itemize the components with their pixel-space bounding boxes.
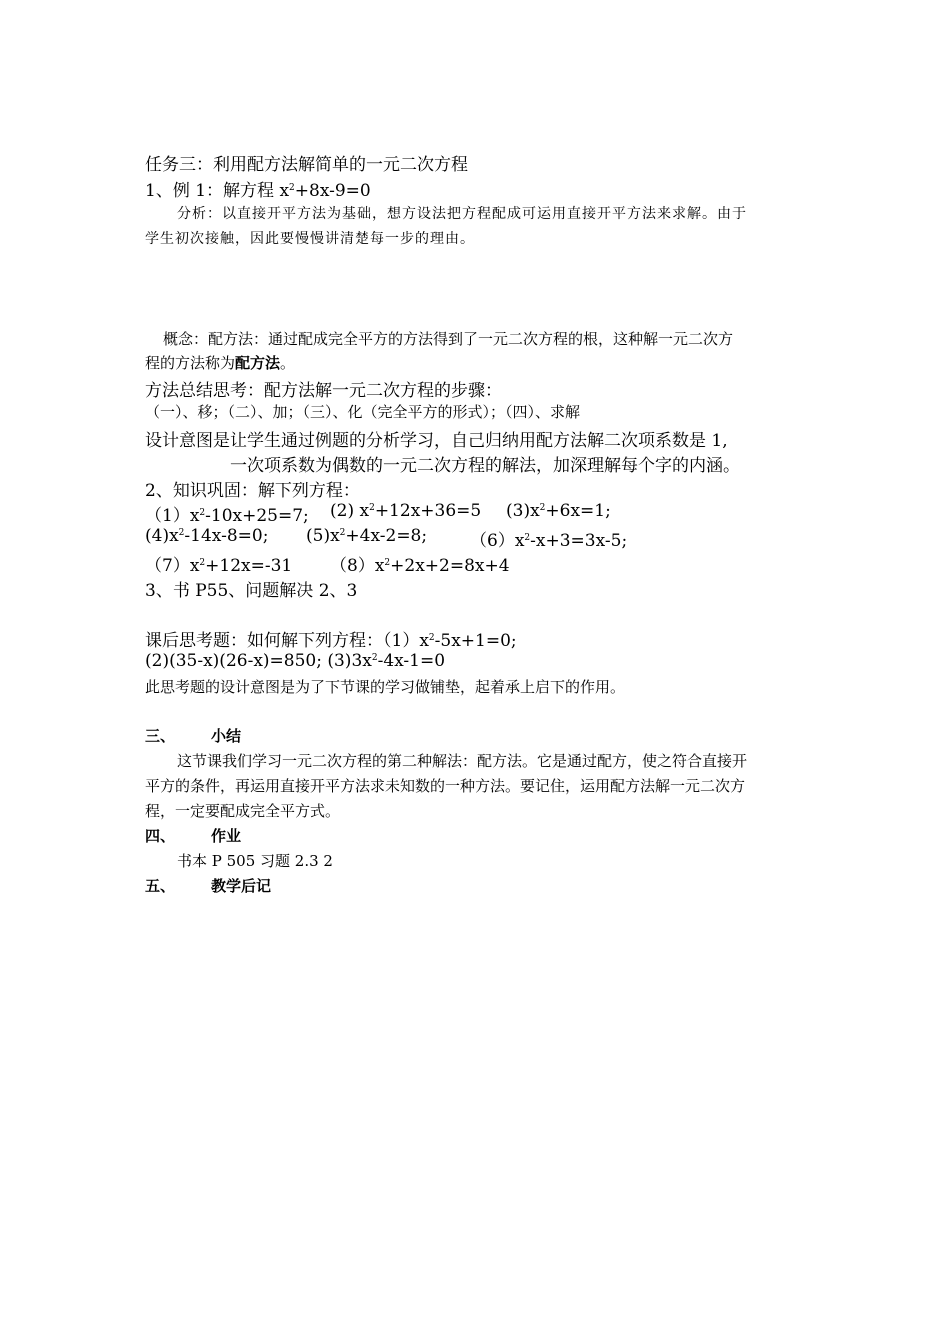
- concept-line-2-suffix: 。: [280, 354, 296, 372]
- section-title: 作业: [211, 827, 242, 845]
- section-number: 三、: [145, 727, 176, 745]
- design-line-2: 一次项系数为偶数的一元二次方程的解法，加深理解每个字的内涵。: [230, 456, 740, 476]
- eq-text: （8）x: [330, 556, 385, 576]
- equation-3: [506, 501, 611, 521]
- summary-line-3: 程，一定要配成完全平方式。: [145, 802, 341, 820]
- homework-heading: [145, 825, 241, 846]
- superscript: 2: [289, 183, 295, 193]
- eq-text: （6）x: [470, 531, 525, 551]
- summary-heading: [145, 725, 241, 746]
- method-title: 方法总结思考：配方法解一元二次方程的步骤：: [145, 381, 502, 401]
- eq-text: +6x=1;: [545, 501, 611, 521]
- concept-bold-term: 配方法: [235, 354, 281, 372]
- eq-text: +2x+2=8x+4: [390, 556, 510, 576]
- eq-text: (2) x: [330, 501, 370, 521]
- section-title: 教学后记: [211, 877, 272, 895]
- superscript: 2: [524, 533, 531, 543]
- concept-line-2-prefix: 程的方法称为: [145, 354, 236, 372]
- think-text: -4x-1=0: [377, 651, 446, 671]
- eq-text: (5)x: [306, 526, 340, 546]
- design-line-1: 设计意图是让学生通过例题的分析学习，自己归纳用配方法解二次项系数是 1,: [145, 431, 728, 451]
- section-number: 五、: [145, 877, 176, 895]
- superscript: 2: [199, 558, 206, 568]
- superscript: 2: [369, 503, 375, 513]
- section-number: 四、: [145, 827, 176, 845]
- superscript: 2: [178, 528, 185, 538]
- eq-text: +4x-2=8;: [345, 526, 428, 546]
- think-text: (2)(35-x)(26-x)=850; (3)3x: [145, 651, 372, 671]
- superscript: 2: [384, 558, 391, 568]
- eq-text: （7）x: [145, 556, 200, 576]
- example1-line: [145, 176, 371, 201]
- book-problems: 3、书 P55、问题解决 2、3: [145, 581, 358, 601]
- eq-text: （1）x: [145, 506, 200, 526]
- think-line-2: [145, 651, 445, 671]
- equation-4: [145, 526, 268, 546]
- method-steps: （一）、移；（二）、加；（三）、化（完全平方的形式）；（四）、求解: [145, 403, 581, 421]
- equation-5: [306, 526, 427, 546]
- equation-1: [145, 501, 309, 526]
- summary-line-2: 平方的条件，再运用直接开平方法求未知数的一种方法。要记住，运用配方法解一元二次方: [145, 777, 746, 795]
- summary-line-1: 这节课我们学习一元二次方程的第二种解法：配方法。它是通过配方，使之符合直接开: [177, 752, 748, 770]
- superscript: 2: [428, 633, 435, 643]
- think-text: -5x+1=0;: [434, 631, 517, 651]
- practice-title: 2、知识巩固：解下列方程：: [145, 481, 360, 501]
- example1-suffix: +8x-9=0: [294, 181, 371, 201]
- homework-text: 书本 P 505 习题 2.3 2: [177, 852, 333, 870]
- eq-text: (3)x: [506, 501, 540, 521]
- superscript: 2: [339, 528, 346, 538]
- section-title: 小结: [211, 727, 242, 745]
- think-line-1: [145, 626, 517, 651]
- analysis-line-1: 分析：以直接开平方法为基础，想方设法把方程配成可运用直接开平方法来求解。由于: [177, 206, 747, 222]
- eq-text: -10x+25=7;: [205, 506, 309, 526]
- concept-line-1: 概念：配方法：通过配成完全平方的方法得到了一元二次方程的根，这种解一元二次方: [163, 330, 734, 348]
- equation-2: [330, 501, 481, 521]
- example1-prefix: 1、例 1：解方程 x: [145, 181, 290, 201]
- superscript: 2: [371, 653, 378, 663]
- equation-6: [470, 526, 627, 551]
- eq-text: +12x=-31: [205, 556, 293, 576]
- concept-line-2: [145, 352, 295, 373]
- think-text: 课后思考题：如何解下列方程：（1）x: [145, 631, 429, 651]
- equation-7: [145, 551, 292, 576]
- eq-text: -14x-8=0;: [184, 526, 269, 546]
- notes-heading: [145, 875, 271, 896]
- think-note: 此思考题的设计意图是为了下节课的学习做铺垫，起着承上启下的作用。: [145, 678, 626, 696]
- eq-text: -x+3=3x-5;: [530, 531, 628, 551]
- superscript: 2: [199, 508, 206, 518]
- analysis-line-2: 学生初次接触，因此要慢慢讲清楚每一步的理由。: [145, 231, 475, 247]
- task3-title: 任务三：利用配方法解简单的一元二次方程: [145, 155, 468, 175]
- superscript: 2: [539, 503, 546, 513]
- equation-8: [330, 551, 510, 576]
- eq-text: +12x+36=5: [374, 501, 482, 521]
- eq-text: (4)x: [145, 526, 179, 546]
